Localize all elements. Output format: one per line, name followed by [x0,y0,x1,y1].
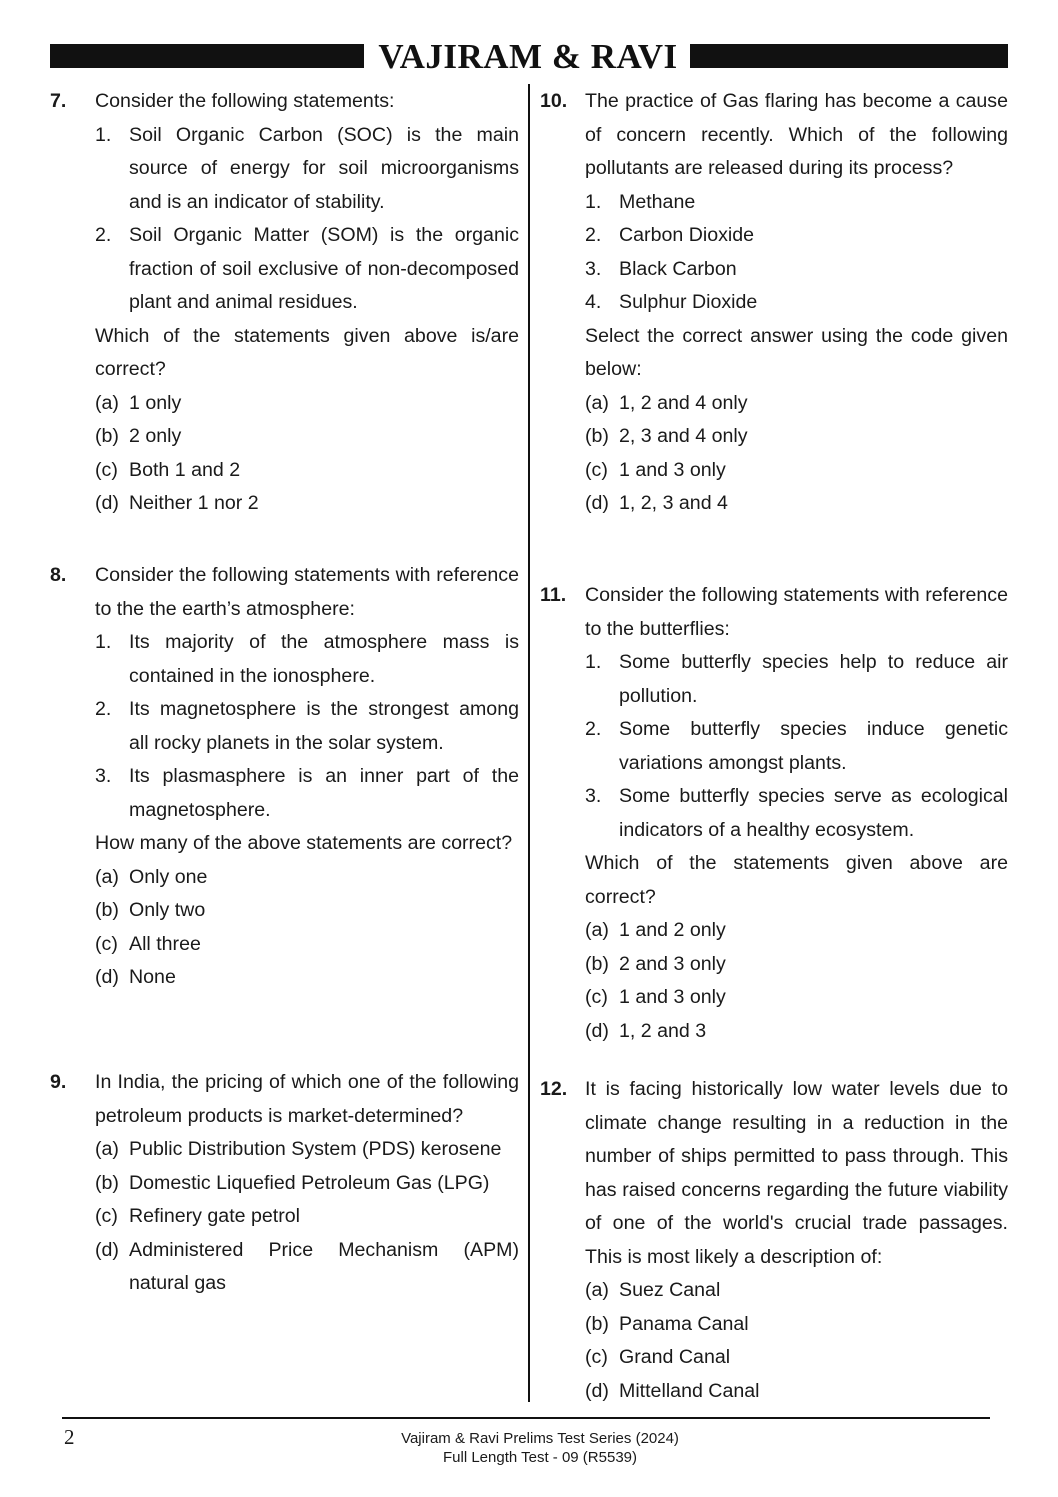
statement [95,693,519,760]
question-10 [540,85,1008,521]
question-9 [50,1066,519,1301]
option [95,454,519,488]
option-marker: (d) [585,492,609,514]
statement-text: Its magnetosphere is the strongest among all rocky planets in the solar system. [129,698,519,754]
question-number: 7. [50,90,67,112]
option-text: 1 only [129,391,182,414]
option-text: 2 and 3 only [619,952,726,975]
option [585,1341,1008,1375]
page-number: 2 [64,1425,75,1449]
question-stem: Consider the following statements with reference to the the earth’s atmosphere: [95,564,519,620]
option-text: Both 1 and 2 [129,458,241,481]
option-marker: (c) [95,932,118,955]
statement [585,780,1008,847]
statement-text: Methane [619,190,696,213]
option [95,861,519,895]
option-marker: (b) [585,1312,609,1335]
option-marker: (d) [585,1379,609,1402]
option-marker: (a) [585,1279,609,1301]
question-prompt: Which of the statements given above is/are correct? [95,324,519,380]
option-text: 1, 2 and 4 only [619,391,748,414]
statement-marker: 1. [95,123,112,146]
statement-marker: 3. [585,785,602,807]
option-text: 1 and 3 only [619,458,726,481]
option [585,914,1008,948]
option-marker: (c) [585,458,608,481]
option-text: 1, 2 and 3 [619,1019,707,1042]
option-text: All three [129,932,201,955]
statement-text: Sulphur Dioxide [619,291,758,313]
question-number: 8. [50,564,67,586]
option-marker: (c) [585,986,608,1008]
statement-marker: 1. [95,631,112,653]
page-title: VAJIRAM & RAVI [378,37,678,76]
statement-marker: 1. [585,190,602,213]
question-stem: In India, the pricing of which one of the following petroleum products is market-determined? [95,1071,519,1127]
option [95,1200,519,1234]
option [585,454,1008,488]
question-prompt: Select the correct answer using the code given below: [585,324,1008,380]
statement-text: Its majority of the atmosphere mass is contained in the ionosphere. [129,631,519,687]
option-text: Only one [129,865,208,888]
statement [585,286,1008,320]
column-divider [528,84,530,1402]
option-text: 2 only [129,425,182,447]
statement-marker: 3. [95,765,112,787]
option-text: Refinery gate petrol [129,1205,300,1227]
question-stem: Consider the following statements with reference to the butterflies: [585,584,1008,640]
statement [95,626,519,693]
option-text: None [129,966,176,988]
statement [585,713,1008,780]
statement [95,760,519,827]
statement-marker: 2. [585,224,602,246]
question-number: 9. [50,1071,67,1093]
option [585,948,1008,982]
option-marker: (d) [585,1019,609,1042]
option [585,387,1008,421]
option-text: 2, 3 and 4 only [619,425,748,447]
footer-test: Full Length Test - 09 (R5539) [443,1449,637,1466]
header-bar-left [50,44,364,68]
option-marker: (c) [95,1205,118,1227]
question-7 [50,85,519,521]
question-stem: It is facing historically low water levels due to climate change resulting in a reduction in the number of ships permitted to pass through. This has raised concerns regarding the future viability of one of the world's crucial trade passages. This is most likely a description of: [585,1078,1008,1268]
statement-marker: 2. [95,698,112,720]
statement-text: Its plasmasphere is an inner part of the magnetosphere. [129,765,519,821]
statement-list [95,119,519,320]
statement-marker: 4. [585,291,602,313]
statement [585,186,1008,220]
option-text: 1, 2, 3 and 4 [619,492,728,514]
statement [95,119,519,220]
option-text: Administered Price Mechanism (APM) natural gas [129,1238,519,1294]
statement-marker: 2. [95,224,112,246]
option-marker: (d) [95,492,119,514]
option-text: Only two [129,899,206,921]
option-text: Public Distribution System (PDS) kerosene [129,1138,502,1160]
option-text: Grand Canal [619,1346,731,1368]
option-list [585,914,1008,1048]
question-stem: Consider the following statements: [95,90,395,112]
question-8 [50,559,519,995]
option-list [585,387,1008,521]
option [95,420,519,454]
option-marker: (b) [95,899,119,921]
option-marker: (a) [95,391,119,414]
option-marker: (b) [95,425,119,447]
option-list [585,1274,1008,1408]
option [585,487,1008,521]
statement-text: Black Carbon [619,257,737,280]
statement-marker: 1. [585,651,602,673]
statement-list [585,646,1008,847]
option [585,1015,1008,1049]
statement-marker: 2. [585,718,602,740]
option-marker: (a) [585,391,609,414]
option [585,420,1008,454]
footer-caption [300,1429,780,1467]
statement-text: Some butterfly species serve as ecological indicators of a healthy ecosystem. [619,785,1008,841]
option [95,961,519,995]
statement-text: Soil Organic Carbon (SOC) is the main source of energy for soil microorganisms and is an indicator of stability. [129,123,519,213]
option-marker: (b) [585,425,609,447]
option-marker: (d) [95,1238,119,1261]
question-number: 12. [540,1078,568,1100]
option-marker: (d) [95,966,119,988]
question-prompt: How many of the above statements are correct? [95,832,513,854]
option [95,928,519,962]
option [95,1234,519,1301]
statement-text: Carbon Dioxide [619,224,755,246]
question-number: 11. [540,584,567,606]
question-prompt: Which of the statements given above are correct? [585,852,1008,908]
option [585,1274,1008,1308]
option-list [95,387,519,521]
option-list [95,861,519,995]
option-marker: (a) [585,919,609,941]
option-marker: (a) [95,865,119,888]
option-text: Neither 1 nor 2 [129,492,259,514]
option [95,1133,519,1167]
option [585,1375,1008,1409]
statement [585,253,1008,287]
question-stem: The practice of Gas flaring has become a cause of concern recently. Which of the following pollutants are released during its process? [585,90,1008,179]
option-marker: (c) [585,1346,608,1368]
option [95,487,519,521]
option-text: Mittelland Canal [619,1379,760,1402]
statement-text: Some butterfly species induce genetic variations amongst plants. [619,718,1008,774]
option [95,387,519,421]
option [95,894,519,928]
statement-list [95,626,519,827]
statement [585,646,1008,713]
statement-list [585,186,1008,320]
option-text: 1 and 3 only [619,986,726,1008]
option-text: 1 and 2 only [619,919,726,941]
question-11 [540,579,1008,1048]
statement-text: Some butterfly species help to reduce air pollution. [619,651,1008,707]
option-marker: (b) [95,1171,119,1194]
page-header [50,38,1008,74]
statement-text: Soil Organic Matter (SOM) is the organic fraction of soil exclusive of non-decomposed plant and animal residues. [129,224,519,313]
footer-series: Vajiram & Ravi Prelims Test Series (2024) [401,1430,679,1447]
header-bar-right [690,44,1008,68]
statement-marker: 3. [585,257,602,280]
statement [585,219,1008,253]
option [585,1308,1008,1342]
option [95,1167,519,1201]
statement [95,219,519,320]
option [585,981,1008,1015]
option-text: Domestic Liquefied Petroleum Gas (LPG) [129,1171,490,1194]
question-12 [540,1073,1008,1408]
option-marker: (c) [95,458,118,481]
footer-rule [62,1417,990,1419]
question-number: 10. [540,90,568,112]
option-text: Suez Canal [619,1279,721,1301]
option-list [95,1133,519,1301]
option-marker: (b) [585,952,609,975]
option-marker: (a) [95,1138,119,1160]
option-text: Panama Canal [619,1312,749,1335]
